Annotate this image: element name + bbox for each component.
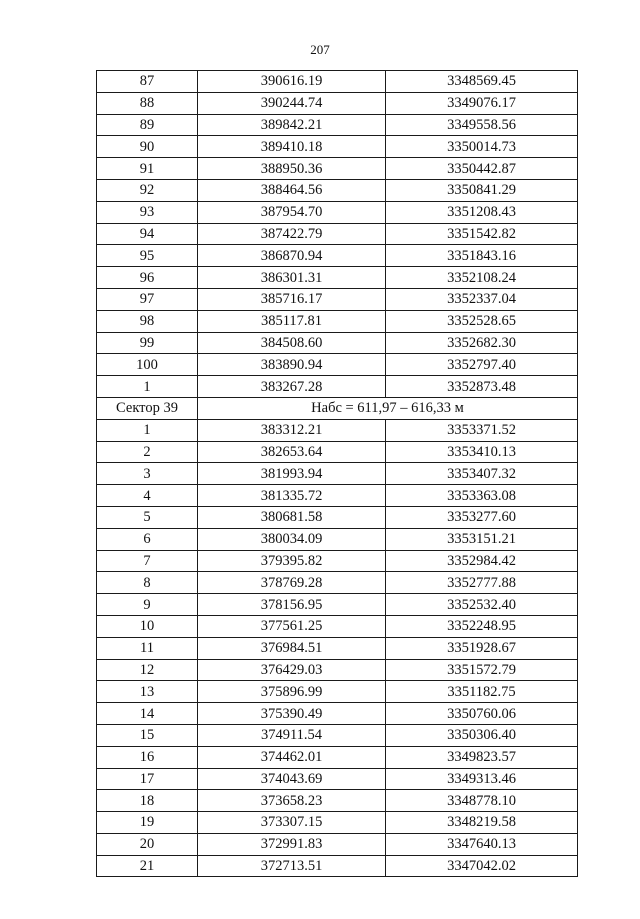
point-number-cell: 93 [97,201,198,223]
table-row [97,572,578,594]
y-coordinate-cell: 3353407.32 [386,463,578,485]
x-coordinate-cell: 372713.51 [198,855,386,877]
y-coordinate-cell: 3352248.95 [386,615,578,637]
x-coordinate-cell: 389842.21 [198,114,386,136]
x-coordinate-cell: 378769.28 [198,572,386,594]
point-number-cell: 5 [97,506,198,528]
x-coordinate-cell: 390616.19 [198,71,386,93]
y-coordinate-cell: 3351182.75 [386,681,578,703]
point-number-cell: 17 [97,768,198,790]
y-coordinate-cell: 3348219.58 [386,812,578,834]
y-coordinate-cell: 3350014.73 [386,136,578,158]
point-number-cell: 99 [97,332,198,354]
table-row [97,833,578,855]
x-coordinate-cell: 378156.95 [198,594,386,616]
point-number-cell: 3 [97,463,198,485]
point-number-cell: 15 [97,724,198,746]
y-coordinate-cell: 3351572.79 [386,659,578,681]
x-coordinate-cell: 375896.99 [198,681,386,703]
y-coordinate-cell: 3349076.17 [386,92,578,114]
point-number-cell: 96 [97,267,198,289]
point-number-cell: 12 [97,659,198,681]
y-coordinate-cell: 3352337.04 [386,288,578,310]
x-coordinate-cell: 376984.51 [198,637,386,659]
y-coordinate-cell: 3353410.13 [386,441,578,463]
table-row [97,354,578,376]
table-row [97,376,578,398]
y-coordinate-cell: 3348569.45 [386,71,578,93]
point-number-cell: 92 [97,179,198,201]
y-coordinate-cell: 3351928.67 [386,637,578,659]
table-row [97,790,578,812]
table-row [97,594,578,616]
table-row [97,179,578,201]
sector-elevation-range: Набс = 611,97 – 616,33 м [198,397,578,419]
y-coordinate-cell: 3353371.52 [386,419,578,441]
table-row [97,71,578,93]
y-coordinate-cell: 3350442.87 [386,158,578,180]
point-number-cell: 88 [97,92,198,114]
y-coordinate-cell: 3352108.24 [386,267,578,289]
point-number-cell: 94 [97,223,198,245]
y-coordinate-cell: 3352797.40 [386,354,578,376]
x-coordinate-cell: 373307.15 [198,812,386,834]
x-coordinate-cell: 374043.69 [198,768,386,790]
x-coordinate-cell: 388950.36 [198,158,386,180]
table-row [97,245,578,267]
y-coordinate-cell: 3351843.16 [386,245,578,267]
table-row [97,92,578,114]
point-number-cell: 1 [97,376,198,398]
table-row [97,223,578,245]
table-row [97,768,578,790]
point-number-cell: 4 [97,485,198,507]
point-number-cell: 91 [97,158,198,180]
y-coordinate-cell: 3351208.43 [386,201,578,223]
y-coordinate-cell: 3352532.40 [386,594,578,616]
x-coordinate-cell: 380034.09 [198,528,386,550]
x-coordinate-cell: 377561.25 [198,615,386,637]
table-row [97,485,578,507]
x-coordinate-cell: 375390.49 [198,703,386,725]
x-coordinate-cell: 386870.94 [198,245,386,267]
table-row [97,681,578,703]
x-coordinate-cell: 383312.21 [198,419,386,441]
point-number-cell: 95 [97,245,198,267]
table-row [97,332,578,354]
x-coordinate-cell: 387422.79 [198,223,386,245]
x-coordinate-cell: 385117.81 [198,310,386,332]
y-coordinate-cell: 3350760.06 [386,703,578,725]
x-coordinate-cell: 374462.01 [198,746,386,768]
point-number-cell: 97 [97,288,198,310]
table-row [97,528,578,550]
y-coordinate-cell: 3352777.88 [386,572,578,594]
x-coordinate-cell: 383890.94 [198,354,386,376]
point-number-cell: 9 [97,594,198,616]
point-number-cell: 6 [97,528,198,550]
x-coordinate-cell: 374911.54 [198,724,386,746]
y-coordinate-cell: 3352984.42 [386,550,578,572]
y-coordinate-cell: 3353151.21 [386,528,578,550]
point-number-cell: 7 [97,550,198,572]
point-number-cell: 8 [97,572,198,594]
point-number-cell: 16 [97,746,198,768]
sector-label: Сектор 39 [97,397,198,419]
point-number-cell: 14 [97,703,198,725]
y-coordinate-cell: 3352873.48 [386,376,578,398]
table-row [97,506,578,528]
table-row [97,463,578,485]
y-coordinate-cell: 3352528.65 [386,310,578,332]
x-coordinate-cell: 386301.31 [198,267,386,289]
x-coordinate-cell: 383267.28 [198,376,386,398]
point-number-cell: 10 [97,615,198,637]
table-row [97,158,578,180]
point-number-cell: 1 [97,419,198,441]
coordinates-table-body [97,71,578,877]
sector-header-row [97,397,578,419]
x-coordinate-cell: 387954.70 [198,201,386,223]
y-coordinate-cell: 3347640.13 [386,833,578,855]
table-row [97,310,578,332]
table-row [97,855,578,877]
point-number-cell: 87 [97,71,198,93]
x-coordinate-cell: 381993.94 [198,463,386,485]
point-number-cell: 89 [97,114,198,136]
table-row [97,659,578,681]
point-number-cell: 20 [97,833,198,855]
table-row [97,812,578,834]
table-row [97,114,578,136]
x-coordinate-cell: 373658.23 [198,790,386,812]
point-number-cell: 2 [97,441,198,463]
x-coordinate-cell: 390244.74 [198,92,386,114]
page-number: 207 [310,42,330,57]
y-coordinate-cell: 3349313.46 [386,768,578,790]
x-coordinate-cell: 380681.58 [198,506,386,528]
table-row [97,550,578,572]
table-row [97,441,578,463]
point-number-cell: 18 [97,790,198,812]
y-coordinate-cell: 3348778.10 [386,790,578,812]
table-row [97,267,578,289]
y-coordinate-cell: 3351542.82 [386,223,578,245]
table-row [97,419,578,441]
point-number-cell: 98 [97,310,198,332]
point-number-cell: 11 [97,637,198,659]
x-coordinate-cell: 382653.64 [198,441,386,463]
y-coordinate-cell: 3350841.29 [386,179,578,201]
x-coordinate-cell: 384508.60 [198,332,386,354]
x-coordinate-cell: 379395.82 [198,550,386,572]
y-coordinate-cell: 3353363.08 [386,485,578,507]
point-number-cell: 100 [97,354,198,376]
x-coordinate-cell: 389410.18 [198,136,386,158]
y-coordinate-cell: 3352682.30 [386,332,578,354]
x-coordinate-cell: 385716.17 [198,288,386,310]
point-number-cell: 13 [97,681,198,703]
table-row [97,724,578,746]
table-row [97,746,578,768]
y-coordinate-cell: 3347042.02 [386,855,578,877]
x-coordinate-cell: 388464.56 [198,179,386,201]
x-coordinate-cell: 372991.83 [198,833,386,855]
table-row [97,615,578,637]
point-number-cell: 90 [97,136,198,158]
point-number-cell: 19 [97,812,198,834]
y-coordinate-cell: 3349558.56 [386,114,578,136]
y-coordinate-cell: 3350306.40 [386,724,578,746]
table-row [97,637,578,659]
table-row [97,288,578,310]
y-coordinate-cell: 3349823.57 [386,746,578,768]
table-row [97,201,578,223]
x-coordinate-cell: 376429.03 [198,659,386,681]
coordinates-table [96,70,578,877]
table-row [97,703,578,725]
table-row [97,136,578,158]
y-coordinate-cell: 3353277.60 [386,506,578,528]
x-coordinate-cell: 381335.72 [198,485,386,507]
point-number-cell: 21 [97,855,198,877]
